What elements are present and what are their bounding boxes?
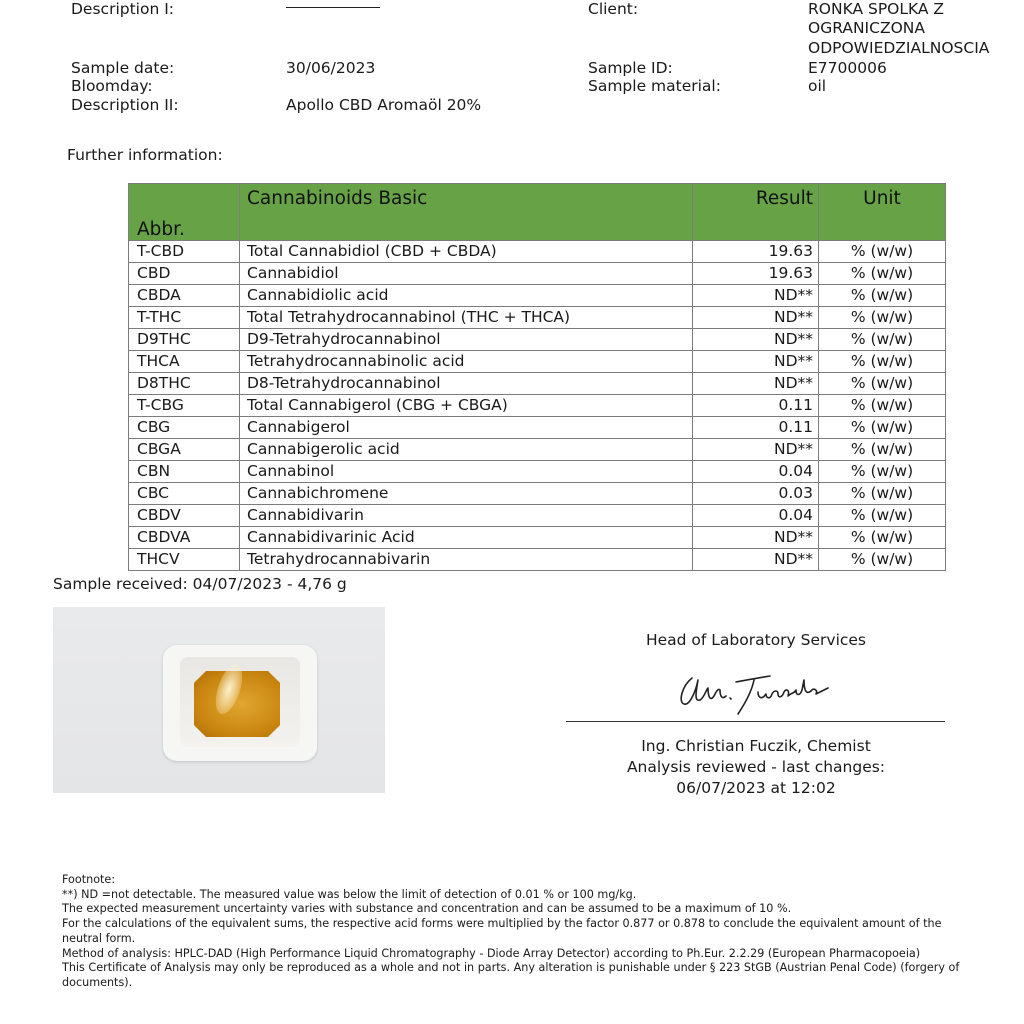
cell-unit: % (w/w) — [819, 527, 946, 549]
cell-unit: % (w/w) — [819, 241, 946, 263]
cell-abbr: T-CBD — [129, 241, 240, 263]
footnote — [62, 873, 962, 991]
cell-name: D9-Tetrahydrocannabinol — [240, 329, 693, 351]
sample-photo — [53, 607, 385, 793]
cell-result: 0.03 — [693, 483, 819, 505]
cell-abbr: T-THC — [129, 307, 240, 329]
cell-name: Cannabidivarin — [240, 505, 693, 527]
cell-abbr: THCV — [129, 549, 240, 571]
cell-name: Cannabigerolic acid — [240, 439, 693, 461]
cell-unit: % (w/w) — [819, 329, 946, 351]
description-i-label: Description I: — [71, 0, 174, 18]
cell-abbr: CBG — [129, 417, 240, 439]
review-line: Analysis reviewed - last changes: — [626, 758, 886, 776]
footnote-heading: Footnote: — [62, 873, 116, 886]
sample-received: Sample received: 04/07/2023 - 4,76 g — [53, 575, 347, 593]
cell-abbr: D9THC — [129, 329, 240, 351]
footnote-line: For the calculations of the equivalent sums, the respective acid forms were multiplied by the factor 0.877 or 0.878 to conclude the equivalent amount of the neutral form. — [62, 917, 942, 945]
bloomday-label: Bloomday: — [71, 77, 153, 95]
cell-name: Cannabigerol — [240, 417, 693, 439]
signatory-name: Ing. Christian Fuczik, Chemist — [641, 737, 871, 755]
cell-result: 0.11 — [693, 395, 819, 417]
table-row — [129, 417, 946, 439]
signatory-details — [566, 736, 946, 799]
cell-abbr: CBDA — [129, 285, 240, 307]
cell-unit: % (w/w) — [819, 263, 946, 285]
table-row — [129, 263, 946, 285]
client-label: Client: — [588, 0, 639, 18]
footnote-line: **) ND =not detectable. The measured value was below the limit of detection of 0.01 % or 100 mg/kg. — [62, 887, 637, 901]
cell-abbr: CBC — [129, 483, 240, 505]
column-header-name: Cannabinoids Basic — [240, 184, 693, 241]
client-value-line-1: RONKA SPOLKA Z — [808, 0, 945, 18]
cell-name: D8-Tetrahydrocannabinol — [240, 373, 693, 395]
cell-abbr: CBDVA — [129, 527, 240, 549]
cell-unit: % (w/w) — [819, 461, 946, 483]
table-row — [129, 373, 946, 395]
signature-block — [566, 630, 946, 651]
footnote-line: Method of analysis: HPLC-DAD (High Performance Liquid Chromatography - Diode Array Detector) according to Ph.Eur. 2.2.29 (European Pharmacopoeia) — [62, 946, 921, 960]
cell-abbr: CBD — [129, 263, 240, 285]
cell-result: ND** — [693, 351, 819, 373]
footnote-line: The expected measurement uncertainty varies with substance and concentration and can be assumed to be a maximum of 10 %. — [62, 902, 792, 916]
cell-unit: % (w/w) — [819, 373, 946, 395]
cell-name: Cannabinol — [240, 461, 693, 483]
cell-result: 0.04 — [693, 505, 819, 527]
cell-unit: % (w/w) — [819, 549, 946, 571]
further-information-label: Further information: — [67, 146, 223, 164]
column-header-result: Result — [693, 184, 819, 241]
cell-result: ND** — [693, 373, 819, 395]
cell-result: ND** — [693, 439, 819, 461]
table-row — [129, 351, 946, 373]
table-header-row — [129, 184, 946, 241]
table-row — [129, 549, 946, 571]
sample-material-value: oil — [808, 77, 827, 95]
cell-result: 19.63 — [693, 263, 819, 285]
cell-name: Cannabichromene — [240, 483, 693, 505]
table-row — [129, 527, 946, 549]
cell-unit: % (w/w) — [819, 439, 946, 461]
tray-well — [180, 657, 300, 747]
cell-unit: % (w/w) — [819, 285, 946, 307]
sample-id-value: E7700006 — [808, 59, 887, 77]
cell-result: 0.11 — [693, 417, 819, 439]
column-header-unit: Unit — [819, 184, 946, 241]
footnote-line: This Certificate of Analysis may only be reproduced as a whole and not in parts. Any alteration is punishable under § 223 StGB (Austrian Penal Code) (forgery of documents). — [62, 961, 960, 989]
table-row — [129, 505, 946, 527]
cell-unit: % (w/w) — [819, 351, 946, 373]
review-date: 06/07/2023 at 12:02 — [676, 779, 836, 797]
sample-date-label: Sample date: — [71, 59, 175, 77]
column-header-abbr: Abbr. — [129, 184, 240, 241]
table-row — [129, 395, 946, 417]
cell-result: 19.63 — [693, 241, 819, 263]
description-i-empty-dash — [286, 7, 380, 8]
cell-unit: % (w/w) — [819, 395, 946, 417]
handwritten-signature-icon — [674, 668, 834, 718]
table-row — [129, 307, 946, 329]
cell-abbr: CBN — [129, 461, 240, 483]
cell-result: 0.04 — [693, 461, 819, 483]
cell-abbr: CBGA — [129, 439, 240, 461]
table-row — [129, 461, 946, 483]
cell-abbr: D8THC — [129, 373, 240, 395]
table-row — [129, 483, 946, 505]
table-row — [129, 285, 946, 307]
cell-result: ND** — [693, 329, 819, 351]
table-row — [129, 241, 946, 263]
sample-id-label: Sample ID: — [588, 59, 673, 77]
cell-abbr: CBDV — [129, 505, 240, 527]
cell-unit: % (w/w) — [819, 505, 946, 527]
table-row — [129, 329, 946, 351]
cell-result: ND** — [693, 527, 819, 549]
description-ii-value: Apollo CBD Aromaöl 20% — [286, 96, 482, 114]
sample-date-value: 30/06/2023 — [286, 59, 376, 77]
cell-name: Cannabidiol — [240, 263, 693, 285]
cell-abbr: THCA — [129, 351, 240, 373]
cell-name: Tetrahydrocannabinolic acid — [240, 351, 693, 373]
description-ii-label: Description II: — [71, 96, 179, 114]
cell-unit: % (w/w) — [819, 417, 946, 439]
cell-name: Cannabidiolic acid — [240, 285, 693, 307]
cell-unit: % (w/w) — [819, 307, 946, 329]
signature-title: Head of Laboratory Services — [645, 631, 867, 649]
cell-name: Total Cannabigerol (CBG + CBGA) — [240, 395, 693, 417]
cell-result: ND** — [693, 285, 819, 307]
cell-result: ND** — [693, 549, 819, 571]
client-value-line-2: OGRANICZONA — [808, 19, 925, 37]
cell-name: Total Cannabidiol (CBD + CBDA) — [240, 241, 693, 263]
signature-line — [566, 721, 945, 722]
cell-name: Cannabidivarinic Acid — [240, 527, 693, 549]
sample-material-label: Sample material: — [588, 77, 721, 95]
cell-unit: % (w/w) — [819, 483, 946, 505]
sample-tray — [163, 645, 317, 761]
cell-name: Total Tetrahydrocannabinol (THC + THCA) — [240, 307, 693, 329]
client-value-line-3: ODPOWIEDZIALNOSCIA — [808, 39, 990, 57]
cannabinoids-results-table — [128, 183, 946, 571]
table-row — [129, 439, 946, 461]
cell-result: ND** — [693, 307, 819, 329]
cell-abbr: T-CBG — [129, 395, 240, 417]
cell-name: Tetrahydrocannabivarin — [240, 549, 693, 571]
